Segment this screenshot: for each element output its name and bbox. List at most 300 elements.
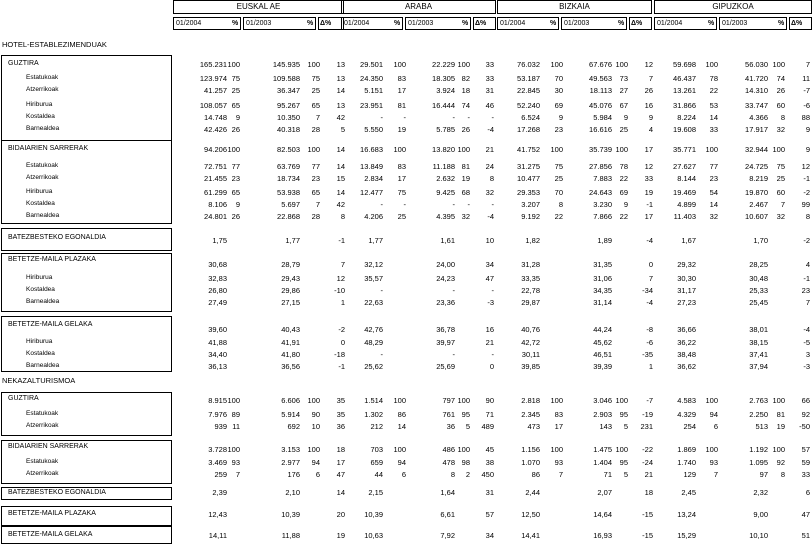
data-cell: 33	[644, 174, 653, 183]
data-cell: -18	[334, 350, 345, 359]
data-cell: 70	[554, 74, 563, 83]
data-cell: 21	[485, 145, 494, 154]
data-cell: 22.229	[432, 60, 455, 69]
data-cell: 1.869	[677, 445, 696, 454]
data-cell: 7.976	[208, 410, 227, 419]
data-cell: -15	[642, 510, 653, 519]
group-title: BETETZE-MAILA PLAZAKA	[8, 256, 96, 263]
data-cell: 27.856	[589, 162, 612, 171]
group-title: BETETZE-MAILA GELAKA	[8, 321, 93, 328]
data-cell: 100	[227, 60, 240, 69]
data-cell: 9.192	[521, 212, 540, 221]
data-cell: -	[380, 200, 383, 209]
data-cell: 108.057	[199, 101, 227, 110]
data-cell: 7	[315, 113, 320, 122]
data-cell: 6	[315, 470, 320, 479]
data-cell: 47	[336, 470, 345, 479]
data-cell: 19.870	[745, 188, 768, 197]
data-cell: 1,70	[753, 236, 768, 245]
data-cell: 42	[336, 113, 345, 122]
row-label: Atzerrikoak	[26, 174, 59, 181]
data-cell: 9.425	[436, 188, 455, 197]
data-cell: 89	[231, 410, 240, 419]
data-cell: 100	[772, 60, 785, 69]
data-cell: 3.728	[208, 445, 227, 454]
data-cell: -2	[803, 236, 810, 245]
data-cell: 2.818	[521, 396, 540, 405]
row-label: Hiriburua	[26, 338, 53, 345]
data-cell: 30,48	[749, 274, 768, 283]
data-cell: 10	[485, 236, 494, 245]
data-cell: 31	[485, 86, 494, 95]
data-cell: 26	[644, 86, 653, 95]
row-label: Atzerrikoak	[26, 422, 59, 429]
data-cell: 36,13	[208, 362, 227, 371]
data-cell: 65	[311, 188, 320, 197]
data-cell: 30,11	[521, 350, 540, 359]
data-cell: 60	[776, 188, 785, 197]
data-cell: 53.187	[517, 74, 540, 83]
data-cell: -4	[487, 125, 494, 134]
data-cell: 7	[805, 60, 810, 69]
data-cell: 88	[801, 113, 810, 122]
data-cell: 10,39	[281, 510, 300, 519]
data-cell: -34	[642, 286, 653, 295]
data-cell: 165.231	[199, 60, 227, 69]
data-cell: -19	[642, 410, 653, 419]
data-cell: -10	[334, 286, 345, 295]
data-cell: 212	[370, 422, 383, 431]
data-cell: 14	[336, 145, 345, 154]
data-cell: 100	[393, 60, 406, 69]
data-cell: 35.739	[589, 145, 612, 154]
data-cell: 18.734	[277, 174, 300, 183]
pct-label: %	[307, 20, 314, 27]
data-cell: 44,24	[593, 325, 612, 334]
data-cell: 47	[485, 274, 494, 283]
data-cell: 26	[231, 212, 240, 221]
data-cell: 26	[231, 125, 240, 134]
data-cell: 45	[485, 445, 494, 454]
data-cell: 12	[336, 274, 345, 283]
row-label: Barnealdea	[26, 362, 60, 369]
data-cell: 692	[287, 422, 300, 431]
data-cell: 11.403	[673, 212, 696, 221]
data-cell: 71	[485, 410, 494, 419]
data-cell: -	[403, 200, 406, 209]
data-cell: 16,93	[593, 531, 612, 540]
data-cell: 4.395	[436, 212, 455, 221]
data-cell: 12	[801, 162, 810, 171]
pct-label: %	[462, 20, 469, 27]
data-cell: 24.350	[360, 74, 383, 83]
data-cell: 40,76	[521, 325, 540, 334]
data-cell: 72.751	[204, 162, 227, 171]
data-cell: 100	[457, 396, 470, 405]
row-label: Barnealdea	[26, 212, 60, 219]
data-cell: 61.299	[204, 188, 227, 197]
data-cell: 39,60	[208, 325, 227, 334]
data-cell: 100	[393, 445, 406, 454]
data-cell: 17.268	[517, 125, 540, 134]
data-cell: 17	[644, 145, 653, 154]
data-cell: 16	[485, 325, 494, 334]
data-cell: 83	[397, 74, 406, 83]
row-label: Hiriburua	[26, 188, 53, 195]
data-cell: 18.305	[432, 74, 455, 83]
data-cell: 25,69	[436, 362, 455, 371]
data-cell: 78	[619, 162, 628, 171]
period-current-label: 01/2004	[500, 20, 526, 27]
data-cell: 94	[709, 410, 718, 419]
data-cell: 100	[227, 445, 240, 454]
data-cell: 7,92	[440, 531, 455, 540]
data-cell: 77	[311, 162, 320, 171]
data-cell: -1	[803, 274, 810, 283]
data-cell: -	[452, 113, 455, 122]
data-cell: 8	[780, 470, 785, 479]
data-cell: 76.032	[517, 60, 540, 69]
data-cell: 6.524	[521, 113, 540, 122]
row-label: Hiriburua	[26, 274, 53, 281]
data-cell: 12	[644, 162, 653, 171]
data-cell: 473	[527, 422, 540, 431]
data-cell: 11,88	[281, 531, 300, 540]
data-cell: 659	[370, 458, 383, 467]
group-title: BATEZBESTEKO EGONALDIA	[8, 489, 106, 496]
data-cell: 1	[648, 362, 653, 371]
data-cell: 254	[683, 422, 696, 431]
data-cell: -	[491, 200, 494, 209]
data-cell: 100	[227, 396, 240, 405]
data-cell: 82	[461, 74, 470, 83]
data-cell: 75	[776, 162, 785, 171]
data-cell: 83	[397, 162, 406, 171]
data-cell: 35,57	[364, 274, 383, 283]
data-cell: 24.801	[204, 212, 227, 221]
data-cell: 19	[336, 531, 345, 540]
data-cell: 45.076	[589, 101, 612, 110]
data-cell: 32.944	[745, 145, 768, 154]
data-cell: 2.763	[749, 396, 768, 405]
data-cell: 67.676	[589, 60, 612, 69]
delta-label: Δ%	[475, 20, 487, 27]
data-cell: 21	[485, 338, 494, 347]
period-current-label: 01/2004	[657, 20, 683, 27]
data-cell: 92	[801, 410, 810, 419]
data-cell: 0	[340, 338, 345, 347]
data-cell: 41.257	[204, 86, 227, 95]
data-cell: 7	[805, 298, 810, 307]
row-label: Atzerrikoak	[26, 86, 59, 93]
data-cell: 15,29	[677, 531, 696, 540]
data-cell: 3.469	[208, 458, 227, 467]
data-cell: 46	[485, 101, 494, 110]
data-cell: 45,62	[593, 338, 612, 347]
data-cell: 29,32	[677, 260, 696, 269]
data-cell: 14	[709, 200, 718, 209]
data-cell: 41.752	[517, 145, 540, 154]
data-cell: 47	[801, 510, 810, 519]
data-cell: 7	[315, 200, 320, 209]
row-label: Hiriburua	[26, 101, 53, 108]
data-cell: 53.938	[277, 188, 300, 197]
row-label: Estatukoak	[26, 162, 59, 169]
data-cell: 703	[370, 445, 383, 454]
data-cell: 2.834	[364, 174, 383, 183]
data-cell: 143	[599, 422, 612, 431]
region-title-araba: ARABA	[404, 2, 433, 11]
data-cell: 5.151	[364, 86, 383, 95]
data-cell: 4.366	[749, 113, 768, 122]
data-cell: 36.347	[277, 86, 300, 95]
data-cell: 95	[619, 458, 628, 467]
data-cell: 3.046	[593, 396, 612, 405]
data-cell: 10.607	[745, 212, 768, 221]
data-cell: 10	[311, 422, 320, 431]
row-label: Barnealdea	[26, 125, 60, 132]
data-cell: 513	[755, 422, 768, 431]
data-cell: 17	[644, 212, 653, 221]
data-cell: 7	[713, 470, 718, 479]
data-cell: 14	[336, 488, 345, 497]
data-cell: -	[380, 350, 383, 359]
data-cell: 33	[485, 74, 494, 83]
data-cell: 51	[801, 531, 810, 540]
data-cell: 26,80	[208, 286, 227, 295]
pct-label: %	[708, 20, 715, 27]
group-title: BETETZE-MAILA GELAKA	[8, 531, 93, 538]
data-cell: -6	[646, 338, 653, 347]
data-cell: 2,44	[525, 488, 540, 497]
data-cell: 8.106	[208, 200, 227, 209]
data-cell: 13	[336, 60, 345, 69]
data-cell: 9	[805, 125, 810, 134]
data-cell: 41,91	[281, 338, 300, 347]
data-cell: 100	[615, 396, 628, 405]
data-cell: 100	[615, 60, 628, 69]
data-cell: 1.514	[364, 396, 383, 405]
data-cell: 4.899	[677, 200, 696, 209]
data-cell: 145.935	[272, 60, 300, 69]
data-cell: 75	[231, 74, 240, 83]
data-cell: 60	[776, 101, 785, 110]
data-cell: 93	[231, 458, 240, 467]
data-cell: 100	[457, 145, 470, 154]
row-label: Kostaldea	[26, 200, 55, 207]
data-cell: 5	[340, 125, 345, 134]
data-cell: 13,24	[677, 510, 696, 519]
data-cell: 3.924	[436, 86, 455, 95]
data-cell: 8.224	[677, 113, 696, 122]
data-cell: 41,88	[208, 338, 227, 347]
data-cell: 67	[619, 101, 628, 110]
data-cell: 82.503	[277, 145, 300, 154]
data-cell: 2,15	[368, 488, 383, 497]
section-title: HOTEL-ESTABLEZIMENDUAK	[2, 40, 107, 49]
data-cell: 12.477	[360, 188, 383, 197]
data-cell: 25	[397, 212, 406, 221]
data-cell: 17.917	[745, 125, 768, 134]
data-cell: 35.771	[673, 145, 696, 154]
region-title-bizkaia: BIZKAIA	[559, 2, 590, 11]
data-cell: 1.156	[521, 445, 540, 454]
data-cell: -4	[487, 212, 494, 221]
data-cell: 25	[776, 174, 785, 183]
data-cell: 23	[709, 174, 718, 183]
data-cell: 2.903	[593, 410, 612, 419]
data-cell: -1	[338, 362, 345, 371]
data-cell: 0	[489, 362, 494, 371]
data-cell: 81	[397, 101, 406, 110]
data-cell: 74	[461, 101, 470, 110]
data-cell: 123.974	[199, 74, 227, 83]
data-cell: -24	[642, 458, 653, 467]
data-cell: 39,39	[593, 362, 612, 371]
data-cell: 5.984	[593, 113, 612, 122]
data-cell: 3.207	[521, 200, 540, 209]
data-cell: 29,43	[281, 274, 300, 283]
data-cell: 9	[558, 113, 563, 122]
data-cell: 9	[235, 113, 240, 122]
row-label: Kostaldea	[26, 113, 55, 120]
data-cell: 16.444	[432, 101, 455, 110]
row-label: Estatukoak	[26, 74, 59, 81]
data-cell: 21.455	[204, 174, 227, 183]
data-cell: 41.720	[745, 74, 768, 83]
data-cell: 1,75	[212, 236, 227, 245]
data-cell: 73	[619, 74, 628, 83]
data-cell: 9	[623, 200, 628, 209]
data-cell: 46.437	[673, 74, 696, 83]
data-cell: 31,35	[593, 260, 612, 269]
data-cell: 86	[531, 470, 540, 479]
data-cell: 100	[227, 145, 240, 154]
data-cell: 29,86	[281, 286, 300, 295]
data-cell: -2	[338, 325, 345, 334]
data-cell: 1,64	[440, 488, 455, 497]
data-cell: 4	[805, 260, 810, 269]
data-cell: 4.583	[677, 396, 696, 405]
data-cell: 27,23	[677, 298, 696, 307]
data-cell: 4	[648, 125, 653, 134]
data-cell: 19	[644, 188, 653, 197]
data-cell: 8	[489, 174, 494, 183]
period-previous-label: 01/2003	[564, 20, 590, 27]
data-cell: 9	[235, 200, 240, 209]
data-cell: 797	[442, 396, 455, 405]
data-cell: 99	[801, 200, 810, 209]
data-cell: 44	[374, 470, 383, 479]
data-cell: 81	[461, 162, 470, 171]
data-cell: 2.977	[281, 458, 300, 467]
data-cell: 9	[623, 113, 628, 122]
data-cell: 100	[772, 396, 785, 405]
data-cell: 8.915	[208, 396, 227, 405]
data-cell: 74	[776, 74, 785, 83]
data-cell: 23	[554, 125, 563, 134]
data-cell: -4	[646, 298, 653, 307]
data-cell: 2.467	[749, 200, 768, 209]
data-cell: 36,66	[677, 325, 696, 334]
data-cell: 65	[311, 101, 320, 110]
data-cell: -1	[338, 236, 345, 245]
data-cell: 24.643	[589, 188, 612, 197]
data-cell: 450	[481, 470, 494, 479]
data-cell: 100	[307, 60, 320, 69]
data-cell: 100	[307, 445, 320, 454]
data-cell: 2.632	[436, 174, 455, 183]
data-cell: 761	[442, 410, 455, 419]
data-cell: 14	[397, 422, 406, 431]
data-cell: 5.697	[281, 200, 300, 209]
data-cell: 36	[446, 422, 455, 431]
data-cell: 16.616	[589, 125, 612, 134]
data-cell: 1.095	[749, 458, 768, 467]
data-cell: 25,33	[749, 286, 768, 295]
data-cell: 35	[336, 410, 345, 419]
data-cell: 7	[558, 470, 563, 479]
data-cell: 37,41	[749, 350, 768, 359]
data-cell: 6	[713, 422, 718, 431]
data-cell: 5.785	[436, 125, 455, 134]
data-cell: 31,28	[521, 260, 540, 269]
data-cell: 2.345	[521, 410, 540, 419]
data-cell: 26	[776, 86, 785, 95]
data-cell: 8	[780, 113, 785, 122]
data-cell: -	[380, 286, 383, 295]
data-cell: 1,61	[440, 236, 455, 245]
group-title: BIDAIARIEN SARRERAK	[8, 145, 89, 152]
data-cell: 7	[780, 200, 785, 209]
data-cell: -	[491, 350, 494, 359]
data-cell: 37,94	[749, 362, 768, 371]
data-cell: 13	[336, 101, 345, 110]
data-cell: 33	[709, 125, 718, 134]
data-cell: 11.188	[432, 162, 455, 171]
data-cell: 27.627	[673, 162, 696, 171]
data-cell: 75	[554, 162, 563, 171]
data-cell: 2,07	[597, 488, 612, 497]
data-cell: 16	[644, 101, 653, 110]
group-title: GUZTIRA	[8, 60, 39, 67]
data-cell: 18	[336, 445, 345, 454]
data-cell: 27,15	[281, 298, 300, 307]
data-cell: 259	[214, 470, 227, 479]
data-cell: 53	[709, 101, 718, 110]
data-cell: 14.310	[745, 86, 768, 95]
data-cell: 28,79	[281, 260, 300, 269]
data-cell: 94.206	[204, 145, 227, 154]
data-cell: 32,12	[364, 260, 383, 269]
data-cell: 100	[772, 445, 785, 454]
data-cell: 0	[648, 260, 653, 269]
data-cell: 23	[801, 286, 810, 295]
data-cell: 8	[450, 470, 455, 479]
data-cell: 23	[231, 174, 240, 183]
data-cell: 78	[709, 74, 718, 83]
data-cell: 36,78	[436, 325, 455, 334]
data-cell: 3.153	[281, 445, 300, 454]
data-cell: -	[467, 113, 470, 122]
data-cell: -4	[803, 325, 810, 334]
data-cell: 92	[776, 458, 785, 467]
data-cell: 42,72	[521, 338, 540, 347]
data-cell: 95	[619, 410, 628, 419]
data-cell: 17	[336, 458, 345, 467]
data-cell: 23.951	[360, 101, 383, 110]
data-cell: 3.230	[593, 200, 612, 209]
